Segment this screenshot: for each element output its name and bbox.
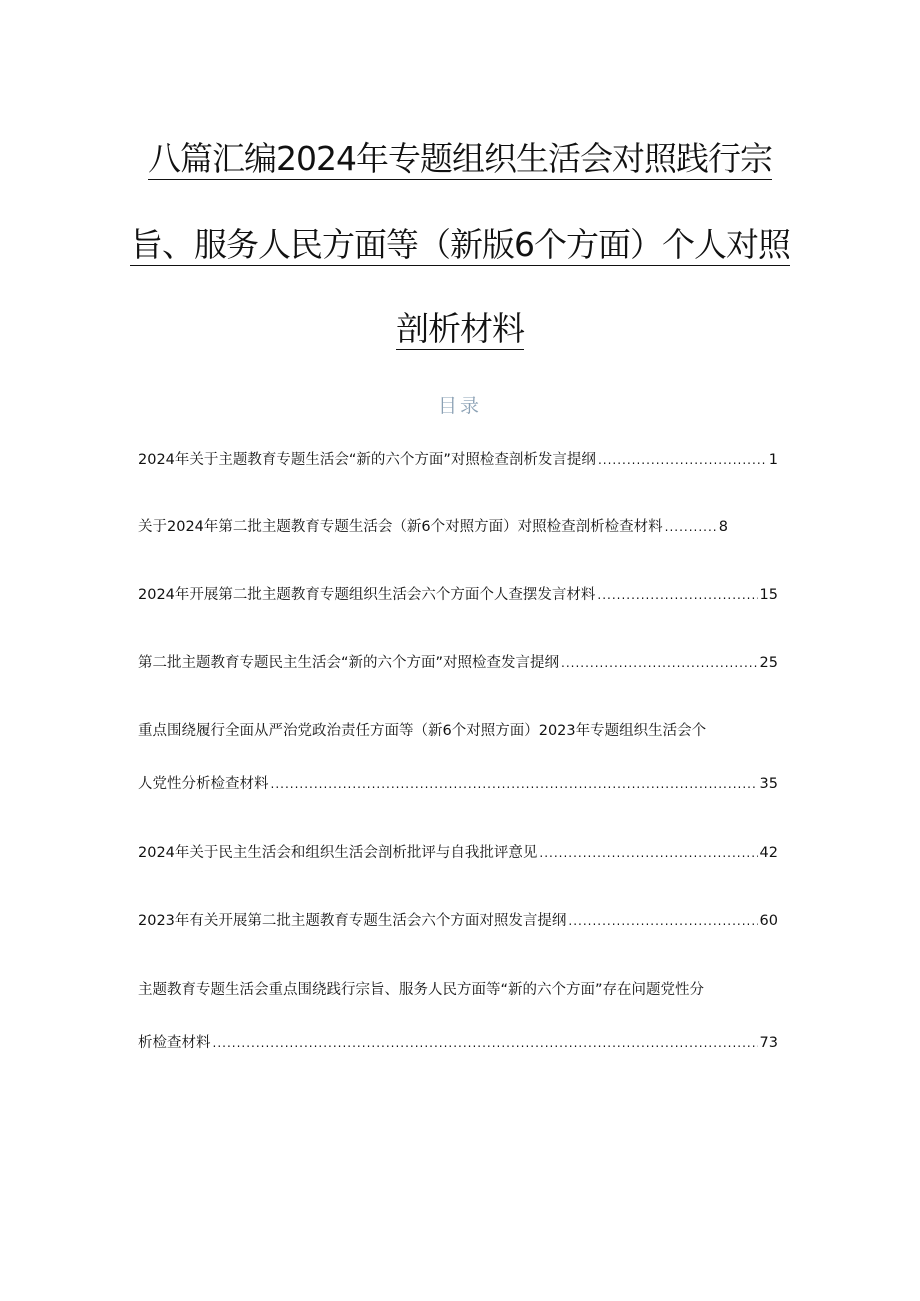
toc-entry-4[interactable]	[138, 652, 778, 674]
toc-leader-dots	[598, 449, 767, 471]
toc-entry-5-line-1[interactable]	[138, 720, 778, 742]
toc-heading: 目录	[437, 395, 482, 417]
toc-page-number: 1	[768, 452, 778, 468]
toc-leader-dots	[568, 910, 757, 932]
toc-entry-title-line-1: 重点围绕履行全面从严治党政治责任方面等（新6个对照方面）2023年专题组织生活会个	[138, 723, 707, 739]
toc-page-number: 73	[759, 1035, 778, 1051]
toc-leader-dots	[665, 516, 717, 538]
document-title-line-2	[120, 225, 800, 265]
toc-page-number: 42	[759, 845, 778, 861]
toc-entry-8[interactable]	[138, 1032, 778, 1054]
toc-entry-title: 2023年有关开展第二批主题教育专题生活会六个方面对照发言提纲	[138, 913, 567, 929]
document-title-line-1	[120, 139, 800, 179]
toc-page-number: 25	[759, 655, 778, 671]
document-title-line-3	[120, 309, 800, 349]
toc-page-number: 35	[759, 776, 778, 792]
toc-entry-title: 2024年关于主题教育专题生活会“新的六个方面”对照检查剖析发言提纲	[138, 452, 596, 468]
toc-page-number: 60	[759, 913, 778, 929]
toc-entry-title: 关于2024年第二批主题教育专题生活会（新6个对照方面）对照检查剖析检查材料	[138, 519, 663, 535]
title-text-1: 八篇汇编2024年专题组织生活会对照践行宗	[148, 139, 772, 178]
toc-entry-5[interactable]	[138, 773, 778, 795]
toc-leader-dots	[597, 584, 757, 606]
toc-entry-title-line-1: 主题教育专题生活会重点围绕践行宗旨、服务人民方面等“新的六个方面”存在问题党性分	[138, 982, 705, 998]
toc-entry-1[interactable]	[138, 449, 778, 471]
toc-page-number: 15	[759, 587, 778, 603]
toc-entry-title: 析检查材料	[138, 1035, 211, 1051]
toc-entry-7[interactable]	[138, 910, 778, 932]
title-text-2: 旨、服务人民方面等（新版6个方面）个人对照	[130, 225, 790, 264]
toc-entry-title: 人党性分析检查材料	[138, 776, 269, 792]
toc-entry-title: 第二批主题教育专题民主生活会“新的六个方面”对照检查发言提纲	[138, 655, 560, 671]
toc-page-number: 8	[718, 519, 728, 535]
toc-leader-dots	[561, 652, 758, 674]
toc-entry-title: 2024年开展第二批主题教育专题组织生活会六个方面个人查摆发言材料	[138, 587, 596, 603]
toc-entry-6[interactable]	[138, 842, 778, 864]
toc-entry-2[interactable]	[138, 516, 728, 538]
toc-entry-8-line-1[interactable]	[138, 979, 778, 1001]
title-text-3: 剖析材料	[396, 309, 524, 348]
toc-leader-dots	[539, 842, 757, 864]
toc-entry-3[interactable]	[138, 584, 778, 606]
toc-entry-title: 2024年关于民主生活会和组织生活会剖析批评与自我批评意见	[138, 845, 538, 861]
toc-leader-dots	[271, 773, 758, 795]
toc-leader-dots	[213, 1032, 758, 1054]
